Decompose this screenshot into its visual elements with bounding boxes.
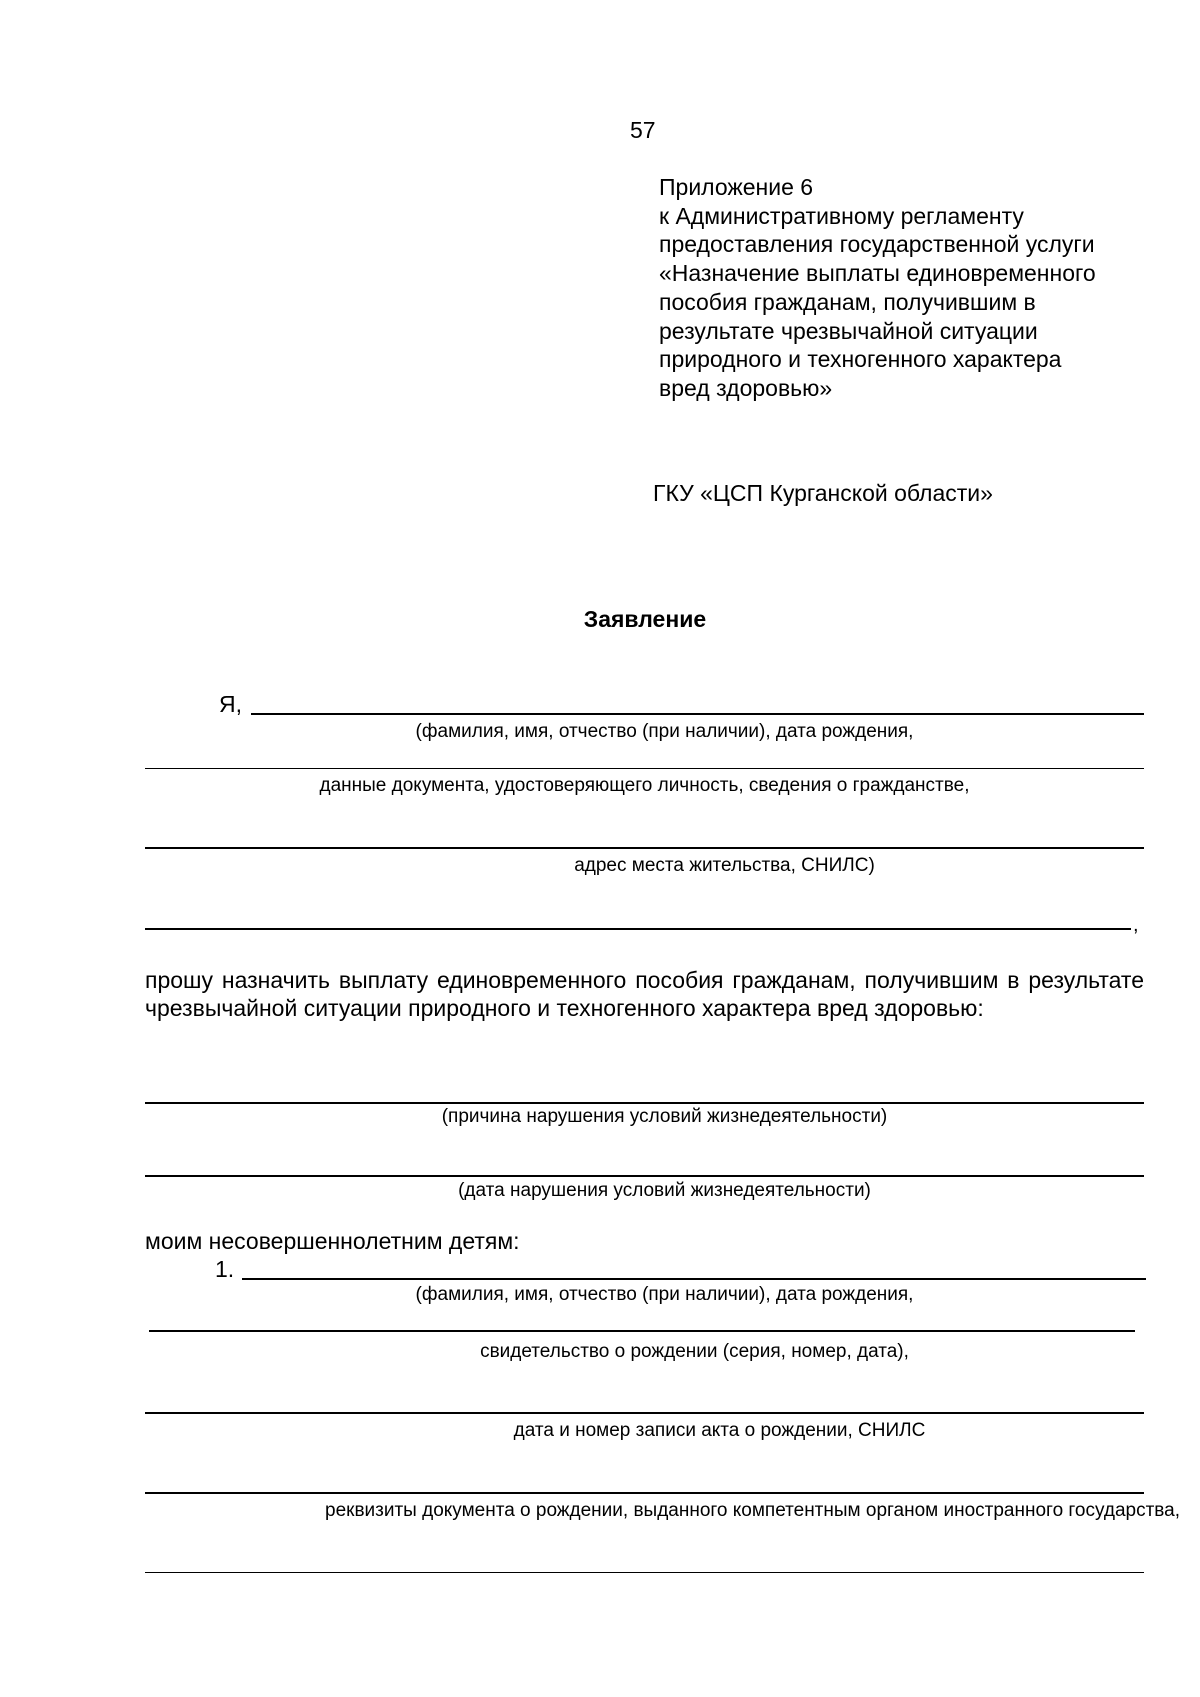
- appendix-header: [659, 173, 1096, 403]
- appendix-line: предоставления государственной услуги: [659, 231, 1095, 258]
- applicant-prefix: Я,: [219, 691, 242, 717]
- applicant-document-field[interactable]: [145, 768, 1144, 769]
- child-certificate-field[interactable]: [149, 1330, 1135, 1332]
- child-foreign-doc-field[interactable]: [145, 1492, 1144, 1494]
- applicant-caption-document: данные документа, удостоверяющего личность, сведения о гражданстве,: [319, 775, 970, 796]
- appendix-line: к Административному регламенту: [659, 202, 1024, 229]
- child-caption-foreign-doc: реквизиты документа о рождении, выданного компетентным органом иностранного государства,: [325, 1500, 1181, 1521]
- appendix-line: вред здоровью»: [659, 374, 833, 401]
- date-caption: (дата нарушения условий жизнедеятельности): [458, 1180, 871, 1201]
- document-title: Заявление: [583, 606, 707, 632]
- appendix-line: «Назначение выплаты единовременного: [659, 260, 1096, 287]
- appendix-line: Приложение 6: [659, 174, 814, 200]
- appendix-line: пособия гражданам, получившим в: [659, 288, 1036, 315]
- applicant-extra-field[interactable]: [145, 928, 1131, 930]
- applicant-caption-name: (фамилия, имя, отчество (при наличии), дата рождения,: [415, 721, 914, 742]
- appendix-line: результате чрезвычайной ситуации: [659, 317, 1038, 344]
- date-field[interactable]: [145, 1175, 1144, 1177]
- recipient: ГКУ «ЦСП Курганской области»: [653, 480, 993, 506]
- reason-field[interactable]: [145, 1102, 1144, 1104]
- child-name-field[interactable]: [242, 1278, 1146, 1280]
- reason-caption: (причина нарушения условий жизнедеятельности): [441, 1106, 888, 1127]
- appendix-line: природного и техногенного характера: [659, 346, 1062, 373]
- children-heading: моим несовершеннолетним детям:: [145, 1228, 520, 1254]
- trailing-comma: ,: [1133, 914, 1139, 936]
- child-extra-field[interactable]: [145, 1572, 1144, 1573]
- page-number: 57: [630, 117, 656, 143]
- applicant-caption-address: адрес места жительства, СНИЛС): [574, 855, 875, 876]
- child-record-field[interactable]: [145, 1412, 1144, 1414]
- child-caption-record: дата и номер записи акта о рождении, СНИЛС: [513, 1420, 926, 1441]
- applicant-name-field[interactable]: [251, 713, 1144, 715]
- child-caption-name: (фамилия, имя, отчество (при наличии), дата рождения,: [415, 1284, 914, 1305]
- child-item-number: 1.: [215, 1256, 235, 1282]
- request-text: прошу назначить выплату единовременного пособия гражданам, получившим в результате чрезвычайной ситуации природного и техногенного характера вред здоровью:: [145, 967, 1144, 1021]
- applicant-address-field[interactable]: [145, 847, 1144, 849]
- child-caption-certificate: свидетельство о рождении (серия, номер, дата),: [480, 1341, 909, 1362]
